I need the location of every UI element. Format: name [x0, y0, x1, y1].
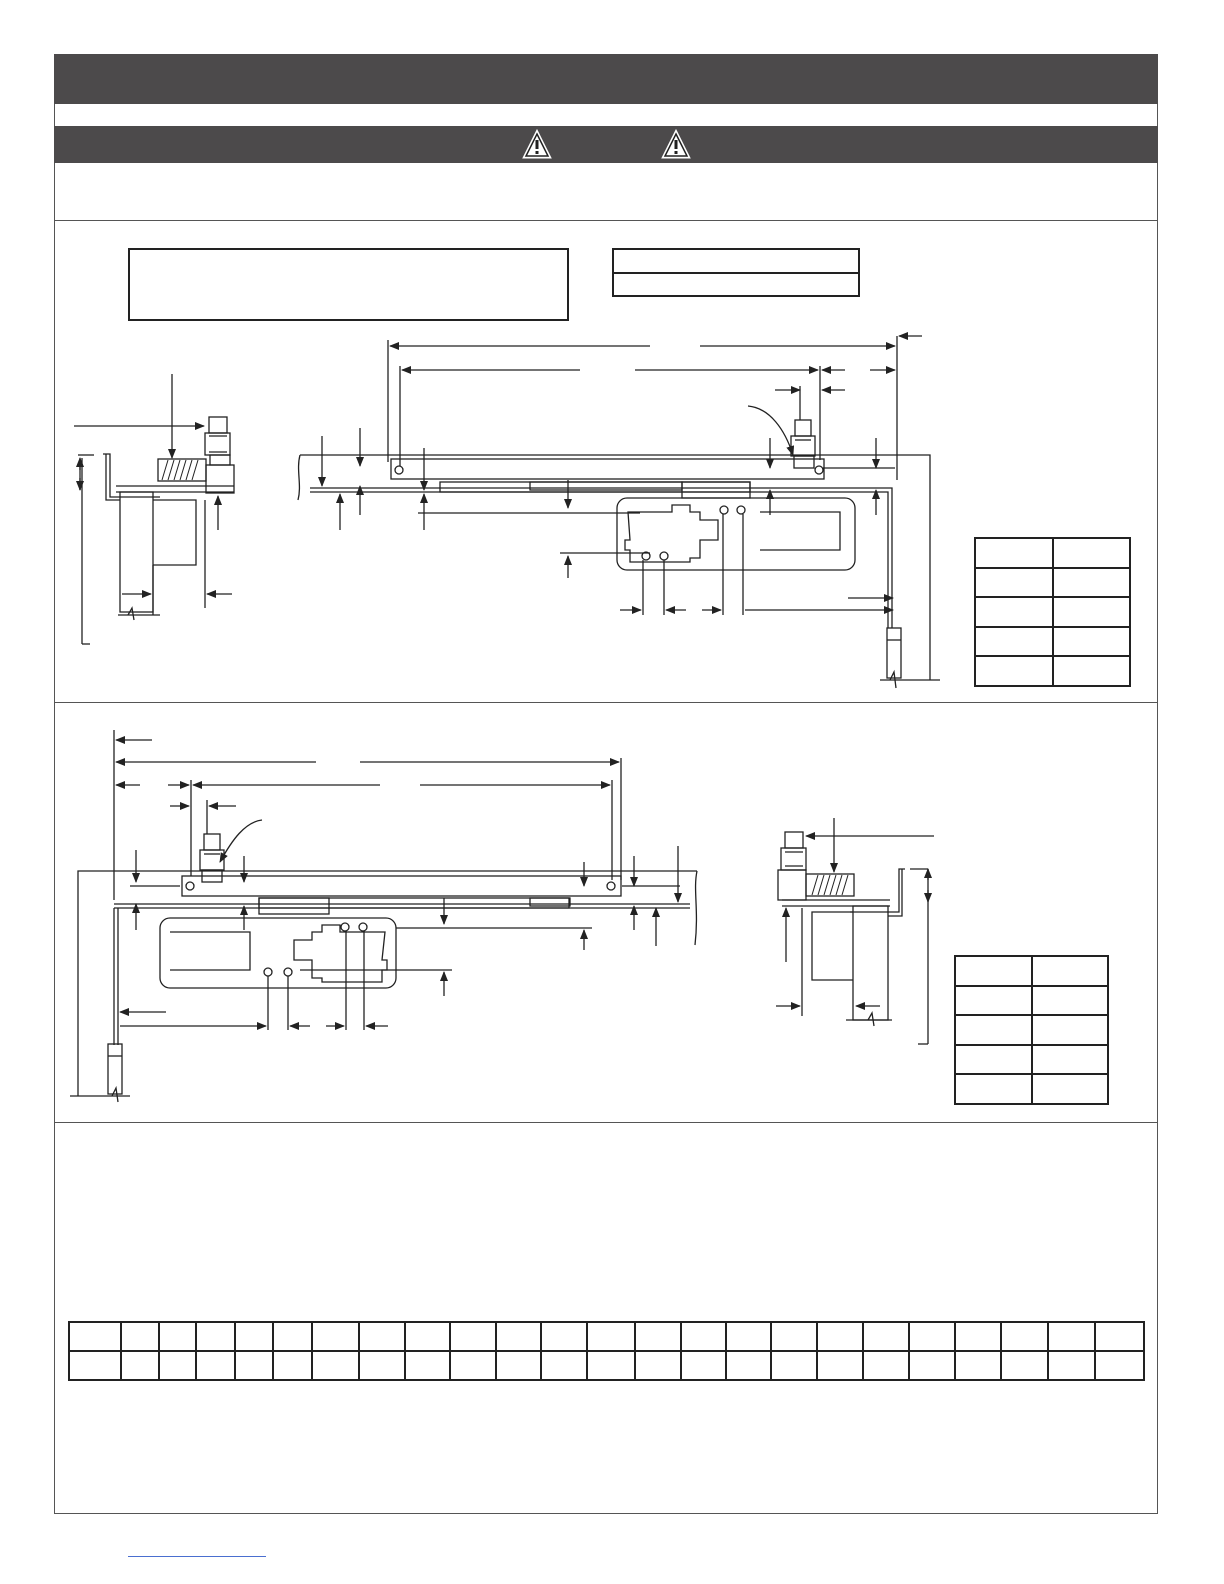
- dimension-table-bottom: [954, 955, 1109, 1105]
- table-row: [69, 1351, 1144, 1380]
- footer-link[interactable]: [128, 1556, 266, 1557]
- front-view-bottom: [70, 730, 697, 1102]
- dimension-table-top: [974, 537, 1131, 687]
- side-view-right-bottom: [776, 818, 934, 1044]
- front-view-top: [298, 336, 940, 688]
- table-row: [69, 1322, 1144, 1351]
- side-view-left-top: [74, 374, 234, 644]
- specification-table: [68, 1321, 1145, 1381]
